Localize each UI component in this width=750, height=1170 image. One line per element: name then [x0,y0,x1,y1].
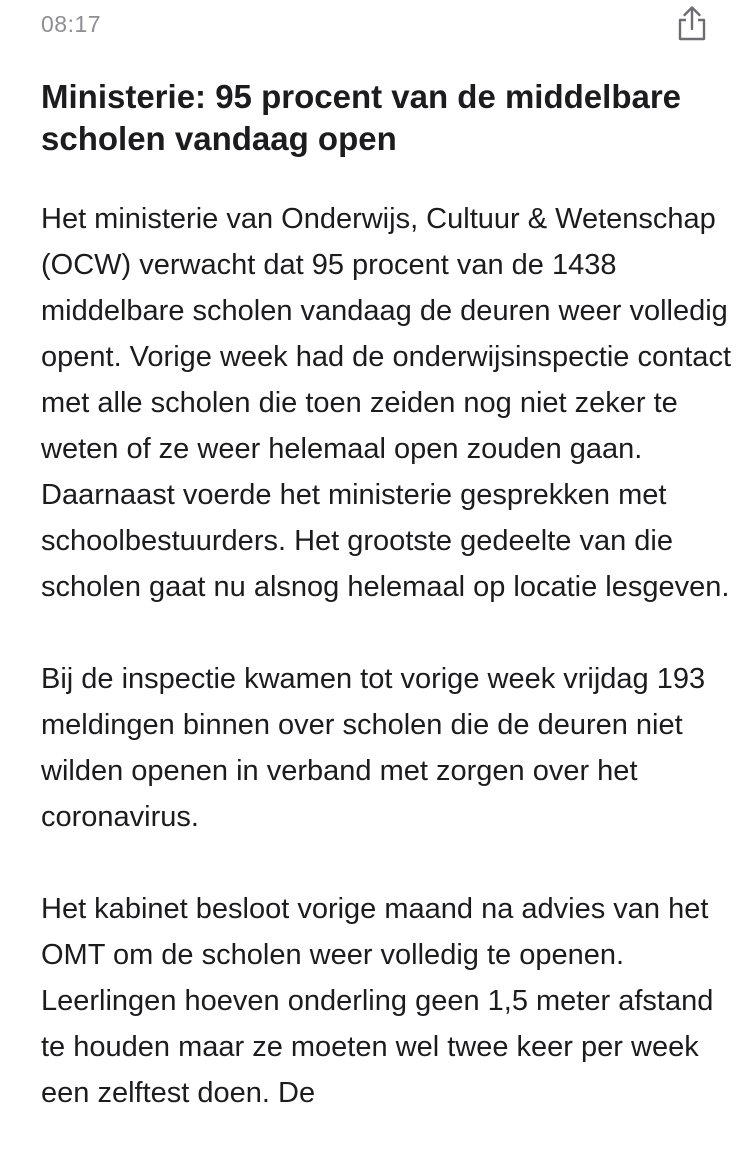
top-bar [0,0,750,58]
article-paragraph: Bij de inspectie kwamen tot vorige week vrijdag 193 meldingen binnen over scholen die de deuren niet wilden openen in verband met zorgen over het coronavirus. [41,663,706,833]
share-icon [672,2,712,46]
article-title: Ministerie: 95 procent van de middelbare scholen vandaag open [41,78,682,157]
timestamp: 08:17 [41,11,102,37]
article [41,76,731,1116]
article-paragraph: Het kabinet besloot vorige maand na advies van het OMT om de scholen weer volledig te openen. Leerlingen hoeven onderling geen 1,5 meter afstand te houden maar ze moeten wel twee keer per week een zelftest doen. De [41,893,714,1109]
article-paragraph: Het ministerie van Onderwijs, Cultuur & Wetenschap (OCW) verwacht dat 95 procent van de 1438 middelbare scholen vandaag de deuren weer volledig opent. Vorige week had de onderwijsinspectie contact met alle scholen die toen zeiden nog niet zeker te weten of ze weer helemaal open zouden gaan. Daarnaast voerde het ministerie gesprekken met schoolbestuurders. Het grootste gedeelte van die scholen gaat nu alsnog helemaal op locatie lesgeven. [41,203,731,603]
share-button[interactable] [672,2,712,46]
